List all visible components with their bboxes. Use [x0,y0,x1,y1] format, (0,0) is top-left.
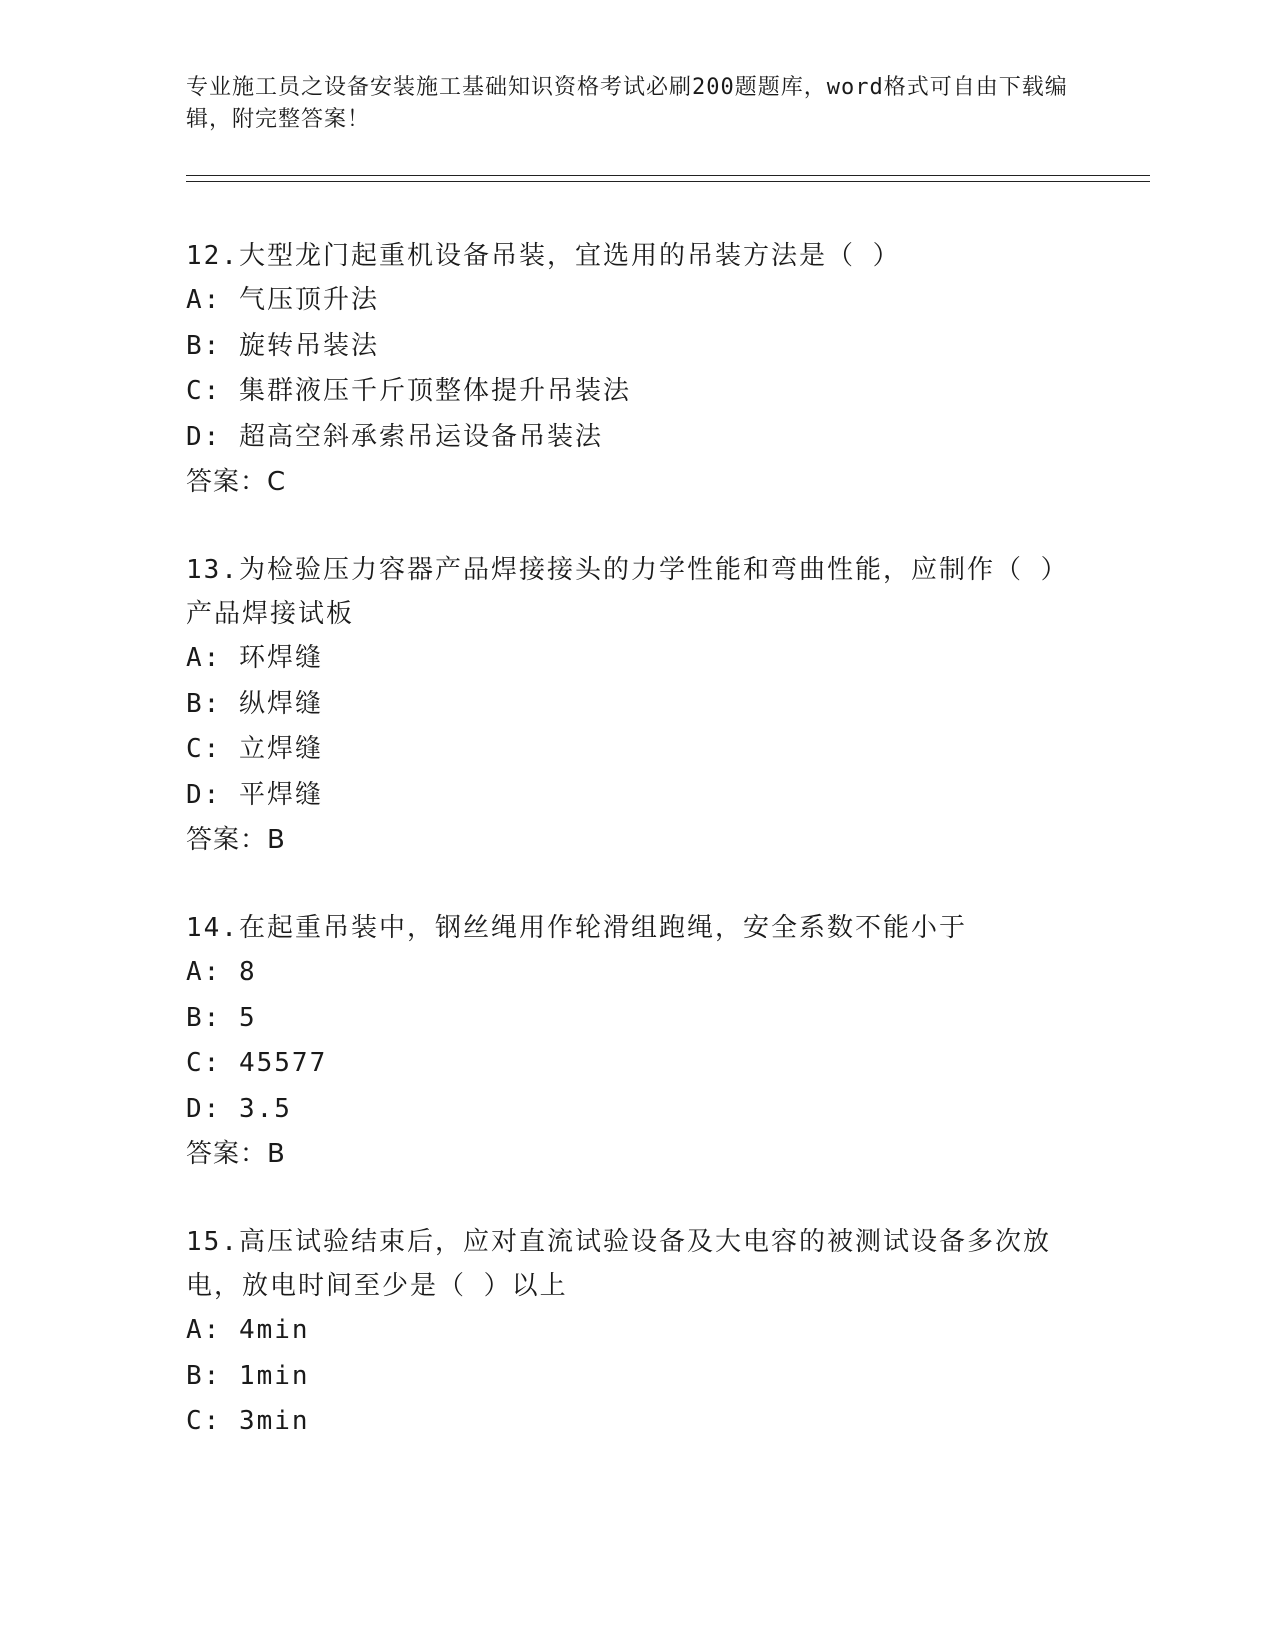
option-c: C: 45577 [186,1048,328,1078]
option-c: C: 立焊缝 [186,734,323,764]
header-divider-top [186,175,1150,176]
question-14 [186,906,1086,1177]
option-d: D: 超高空斜承索吊运设备吊装法 [186,421,603,452]
question-text: 12.大型龙门起重机设备吊装，宜选用的吊装方法是（ ） [186,241,901,271]
answer-line: 答案：C [186,467,287,497]
question-text: 13.为检验压力容器产品焊接接头的力学性能和弯曲性能，应制作（ ）产品焊接试板 [186,555,1069,629]
option-c: C: 3min [186,1406,310,1436]
header-divider-bottom [186,181,1150,182]
option-b: B: 5 [186,1002,257,1033]
option-a: A: 8 [186,957,257,987]
option-b: B: 纵焊缝 [186,688,323,719]
answer-line: 答案：B [186,1139,286,1169]
option-d: D: 3.5 [186,1093,292,1124]
option-c: C: 集群液压千斤顶整体提升吊装法 [186,376,631,406]
document-header [186,72,1086,136]
option-a: A: 气压顶升法 [186,285,379,315]
option-a: A: 环焊缝 [186,643,323,673]
question-15 [186,1220,1086,1445]
question-list [186,234,1086,1488]
option-d: D: 平焊缝 [186,779,323,810]
option-a: A: 4min [186,1315,310,1345]
question-text: 14.在起重吊装中，钢丝绳用作轮滑组跑绳，安全系数不能小于 [186,913,967,943]
question-13 [186,548,1086,863]
question-12 [186,234,1086,505]
header-title: 专业施工员之设备安装施工基础知识资格考试必刷200题题库，word格式可自由下载编辑，附完整答案！ [186,75,1068,132]
option-b: B: 1min [186,1360,310,1391]
option-b: B: 旋转吊装法 [186,330,379,361]
question-text: 15.高压试验结束后，应对直流试验设备及大电容的被测试设备多次放电，放电时间至少是（ ）以上 [186,1227,1051,1301]
answer-line: 答案：B [186,825,286,855]
